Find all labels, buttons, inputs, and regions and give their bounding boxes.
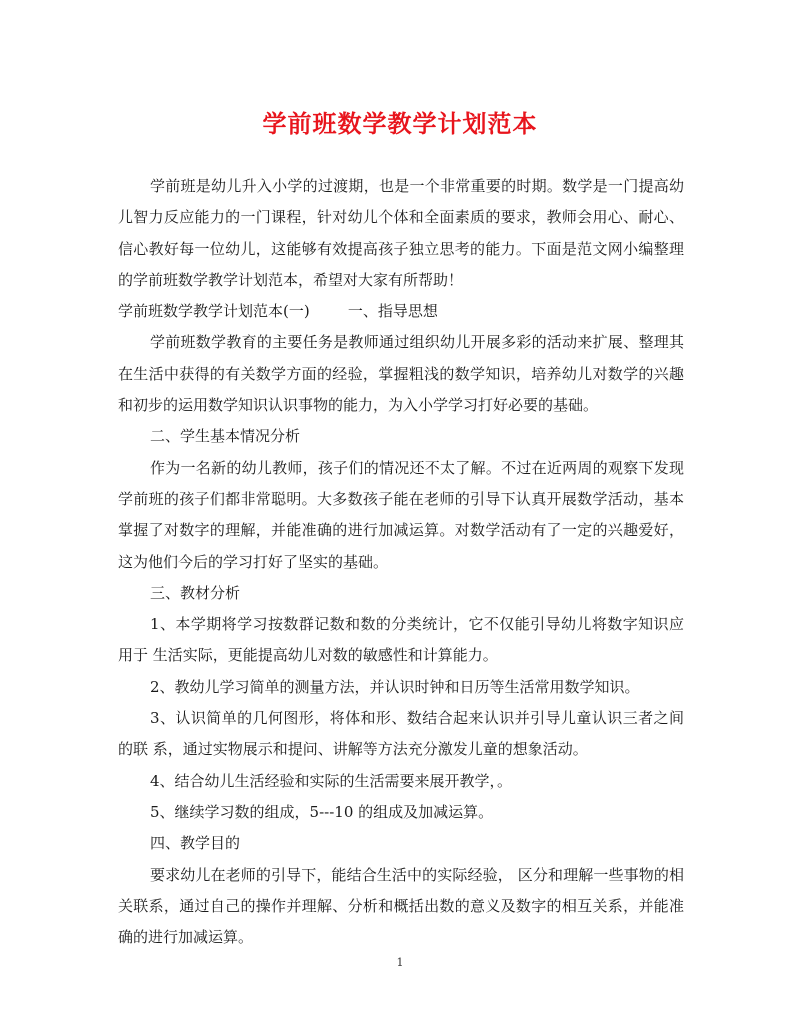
guiding-thought-paragraph: 学前班数学教育的主要任务是教师通过组织幼儿开展多彩的活动来扩展、整理其在生活中获得的有关数学方面的经验，掌握粗浅的数学知识，培养幼儿对数学的兴趣和初步的运用数学知识认识事物的能力，为入小学学习打好必要的基础。 bbox=[118, 333, 684, 415]
document-title: 学前班数学教学计划范本 bbox=[262, 109, 538, 138]
student-analysis-paragraph: 作为一名新的幼儿教师，孩子们的情况还不太了解。不过在近两周的观察下发现学前班的孩子们都非常聪明。大多数孩子能在老师的引导下认真开展数学活动，基本掌握了对数字的理解，并能准确的进行加减运算。对数学活动有了一定的兴趣爱好，这为他们今后的学习打好了坚实的基础。 bbox=[118, 458, 684, 571]
list-item: 4、结合幼儿生活经验和实际的生活需要来展开教学，。 bbox=[150, 771, 513, 790]
section-heading-student-analysis: 二、学生基本情况分析 bbox=[150, 427, 301, 446]
plan-heading: 学前班数学教学计划范本(一) 一、指导思想 bbox=[118, 302, 438, 321]
section-heading-teaching-goals: 四、教学目的 bbox=[150, 834, 241, 853]
section-heading-textbook-analysis: 三、教材分析 bbox=[150, 583, 241, 602]
document-body bbox=[118, 171, 684, 953]
list-item: 1、本学期将学习按数群记数和数的分类统计，它不仅能引导幼儿将数字知识应用于 生活实际，更能提高幼儿对数的敏感性和计算能力。 bbox=[118, 615, 684, 665]
intro-paragraph: 学前班是幼儿升入小学的过渡期，也是一个非常重要的时期。数学是一门提高幼儿智力反应能力的一门课程，针对幼儿个体和全面素质的要求，教师会用心、耐心、信心教好每一位幼儿，这能够有效提高孩子独立思考的能力。下面是范文网小编整理的学前班数学教学计划范本，希望对大家有所帮助！ bbox=[118, 177, 684, 289]
page-number: 1 bbox=[396, 956, 404, 969]
list-item: 2、教幼儿学习简单的测量方法，并认识时钟和日历等生活常用数学知识。 bbox=[150, 677, 640, 696]
list-item: 3、认识简单的几何图形，将体和形、数结合起来认识并引导儿童认识三者之间的联 系，通过实物展示和提问、讲解等方法充分激发儿童的想象活动。 bbox=[118, 709, 684, 759]
teaching-goals-paragraph: 要求幼儿在老师的引导下，能结合生活中的实际经验， 区分和理解一些事物的相关联系，通过自己的操作并理解、分析和概括出数的意义及数字的相互关系，并能准确的进行加减运算。 bbox=[118, 865, 684, 947]
list-item: 5、继续学习数的组成，5---10 的组成及加减运算。 bbox=[150, 802, 494, 821]
